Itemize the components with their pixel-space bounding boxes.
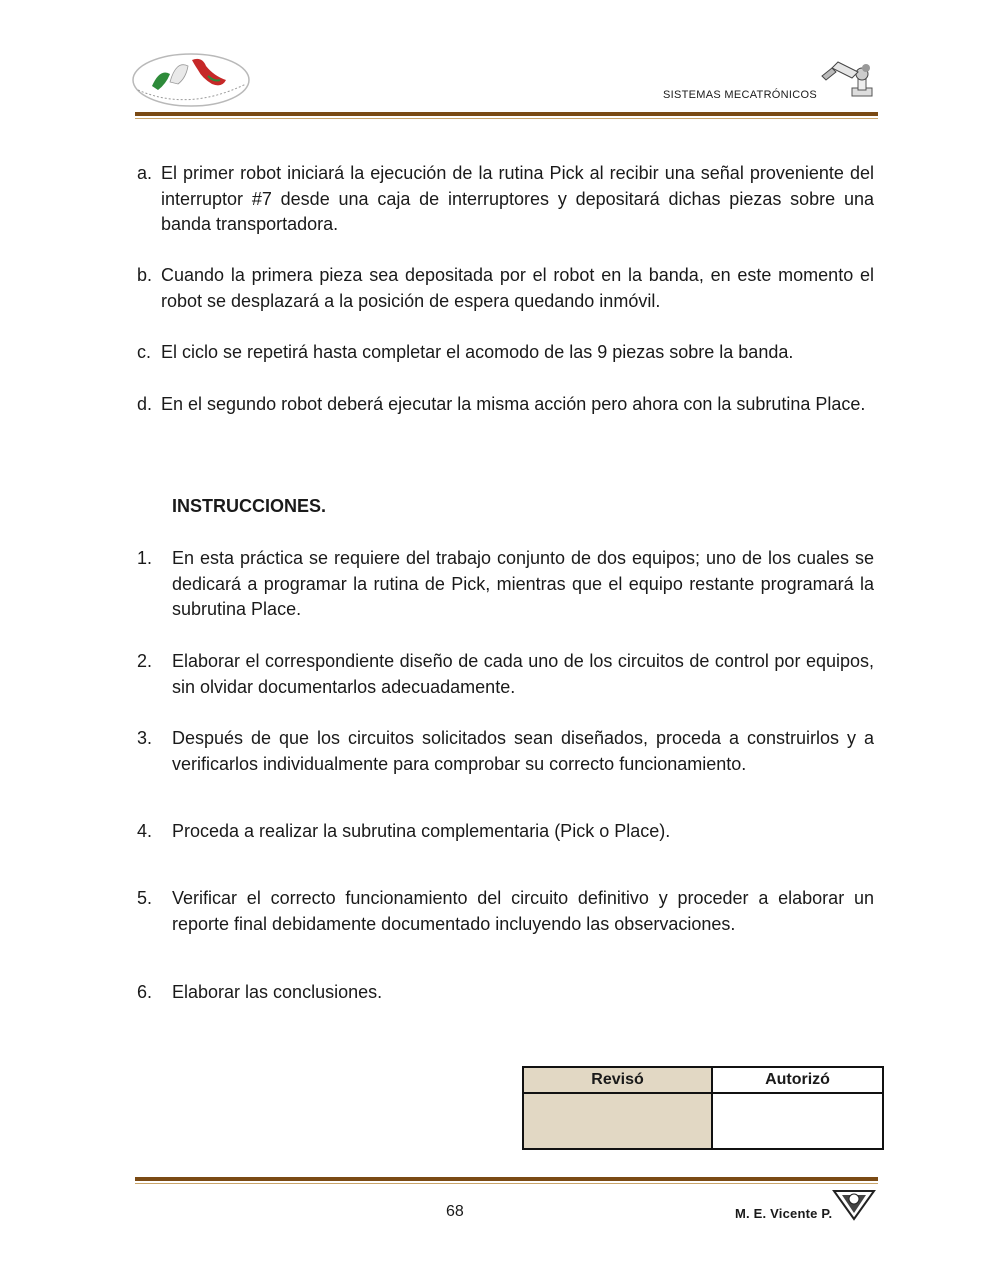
page-number: 68 — [446, 1203, 464, 1220]
footer-divider — [135, 1177, 878, 1184]
list-marker: c. — [137, 342, 152, 362]
list-item-text: El ciclo se repetirá hasta completar el acomodo de las 9 piezas sobre la banda. — [161, 342, 794, 362]
list-marker: d. — [137, 394, 153, 414]
reviewed-signature-cell — [524, 1094, 713, 1148]
authorized-signature-cell — [713, 1094, 882, 1148]
list-marker: 1. — [137, 548, 153, 568]
author-name: M. E. Vicente P. — [735, 1206, 833, 1221]
list-item-text: Cuando la primera pieza sea depositada por el robot en la banda, en este momento el robot se desplazará a la posición de espera quedando inmóvil. — [161, 265, 874, 311]
list-item-text: El primer robot iniciará la ejecución de la rutina Pick al recibir una señal proveniente del interruptor #7 desde una caja de interruptores y depositará dichas piezas sobre una banda transportadora. — [161, 163, 874, 234]
list-item-text: En esta práctica se requiere del trabajo conjunto de dos equipos; uno de los cuales se dedicará a programar la rutina de Pick, mientras que el equipo restante programará la subrutina Place. — [172, 548, 874, 619]
mexico-map-emblem-icon — [130, 46, 252, 110]
list-item — [137, 546, 874, 623]
institution-triangle-logo-icon — [832, 1187, 876, 1221]
list-marker: 4. — [137, 821, 153, 841]
authorized-header: Autorizó — [713, 1068, 882, 1094]
list-item — [137, 161, 874, 238]
signature-table — [522, 1066, 884, 1150]
list-marker: 5. — [137, 888, 153, 908]
list-marker: 6. — [137, 982, 153, 1002]
list-item — [137, 340, 874, 366]
header-divider — [135, 112, 878, 119]
list-item — [137, 649, 874, 700]
list-marker: 3. — [137, 728, 153, 748]
list-item — [137, 726, 874, 777]
list-item-text: Elaborar las conclusiones. — [172, 982, 383, 1002]
list-item-text: Después de que los circuitos solicitados sean diseñados, proceda a construirlos y a verificarlos individualmente para comprobar su correcto funcionamiento. — [172, 728, 874, 774]
list-item — [137, 392, 874, 418]
list-item-text: Verificar el correcto funcionamiento del circuito definitivo y proceder a elaborar un reporte final debidamente documentado incluyendo las observaciones. — [172, 888, 874, 934]
reviewed-header: Revisó — [524, 1068, 713, 1094]
list-item — [137, 886, 874, 937]
robot-arm-icon — [818, 54, 876, 102]
list-marker: a. — [137, 163, 153, 183]
list-item — [137, 263, 874, 314]
list-item — [137, 980, 874, 1006]
list-marker: 2. — [137, 651, 153, 671]
header-title: SISTEMAS MECATRÓNICOS — [663, 89, 817, 101]
list-item-text: Proceda a realizar la subrutina complementaria (Pick o Place). — [172, 821, 671, 841]
list-item — [137, 819, 874, 845]
list-marker: b. — [137, 265, 153, 285]
instructions-heading: INSTRUCCIONES. — [172, 496, 327, 516]
list-item-text: Elaborar el correspondiente diseño de cada uno de los circuitos de control por equipos, sin olvidar documentarlos adecuadamente. — [172, 651, 874, 697]
list-item-text: En el segundo robot deberá ejecutar la misma acción pero ahora con la subrutina Place. — [161, 394, 866, 414]
